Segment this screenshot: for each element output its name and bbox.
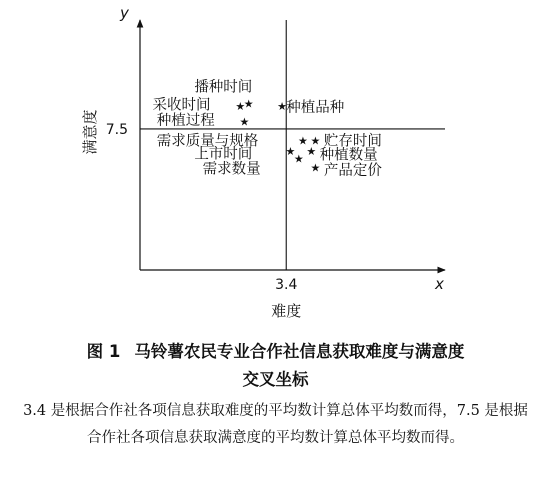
y-axis-label: 满意度 xyxy=(81,109,99,155)
x-axis-symbol: x xyxy=(435,275,444,293)
scatter-point: ★ xyxy=(239,115,250,129)
point-label: 贮存时间 xyxy=(323,133,382,150)
point-label: 播种时间 xyxy=(194,79,253,96)
scatter-point: ★ xyxy=(306,144,317,158)
chart-axes xyxy=(81,4,445,320)
point-label: 产品定价 xyxy=(323,163,382,179)
scatter-point: ★ xyxy=(235,99,246,113)
y-axis-symbol: y xyxy=(120,4,129,22)
scatter-point: ★ xyxy=(243,97,254,111)
point-label: 种植品种 xyxy=(286,100,345,117)
figure-title-line1: 马铃薯农民专业合作社信息获取难度与满意度 xyxy=(134,342,465,361)
x-reference-tick-label: 3.4 xyxy=(275,277,298,293)
scatter-point: ★ xyxy=(277,99,287,113)
point-label: 上市时间 xyxy=(194,146,253,163)
point-label: 种植过程 xyxy=(156,113,215,129)
point-label: 需求数量 xyxy=(202,161,261,178)
x-axis-label: 难度 xyxy=(271,302,302,320)
figure-note: 3.4 是根据合作社各项信息获取难度的平均数计算总体平均数而得，7.5 是根据合作社各项信息获取满意度的平均数计算总体平均数而得。 xyxy=(23,403,528,446)
point-label: 采收时间 xyxy=(152,97,211,114)
scatter-point: ★ xyxy=(285,144,296,158)
figure-caption-title xyxy=(0,338,551,394)
scatter-point: ★ xyxy=(310,161,321,175)
scatter-point: ★ xyxy=(310,134,321,148)
figure-number: 图 1 xyxy=(86,342,121,361)
point-label: 种植数量 xyxy=(319,147,378,164)
figure-title-line2: 交叉坐标 xyxy=(242,370,309,389)
point-label: 需求质量与规格 xyxy=(156,133,259,150)
scatter-point: ★ xyxy=(293,152,304,166)
y-reference-tick-label: 7.5 xyxy=(105,121,128,138)
scatter-point: ★ xyxy=(298,134,308,148)
